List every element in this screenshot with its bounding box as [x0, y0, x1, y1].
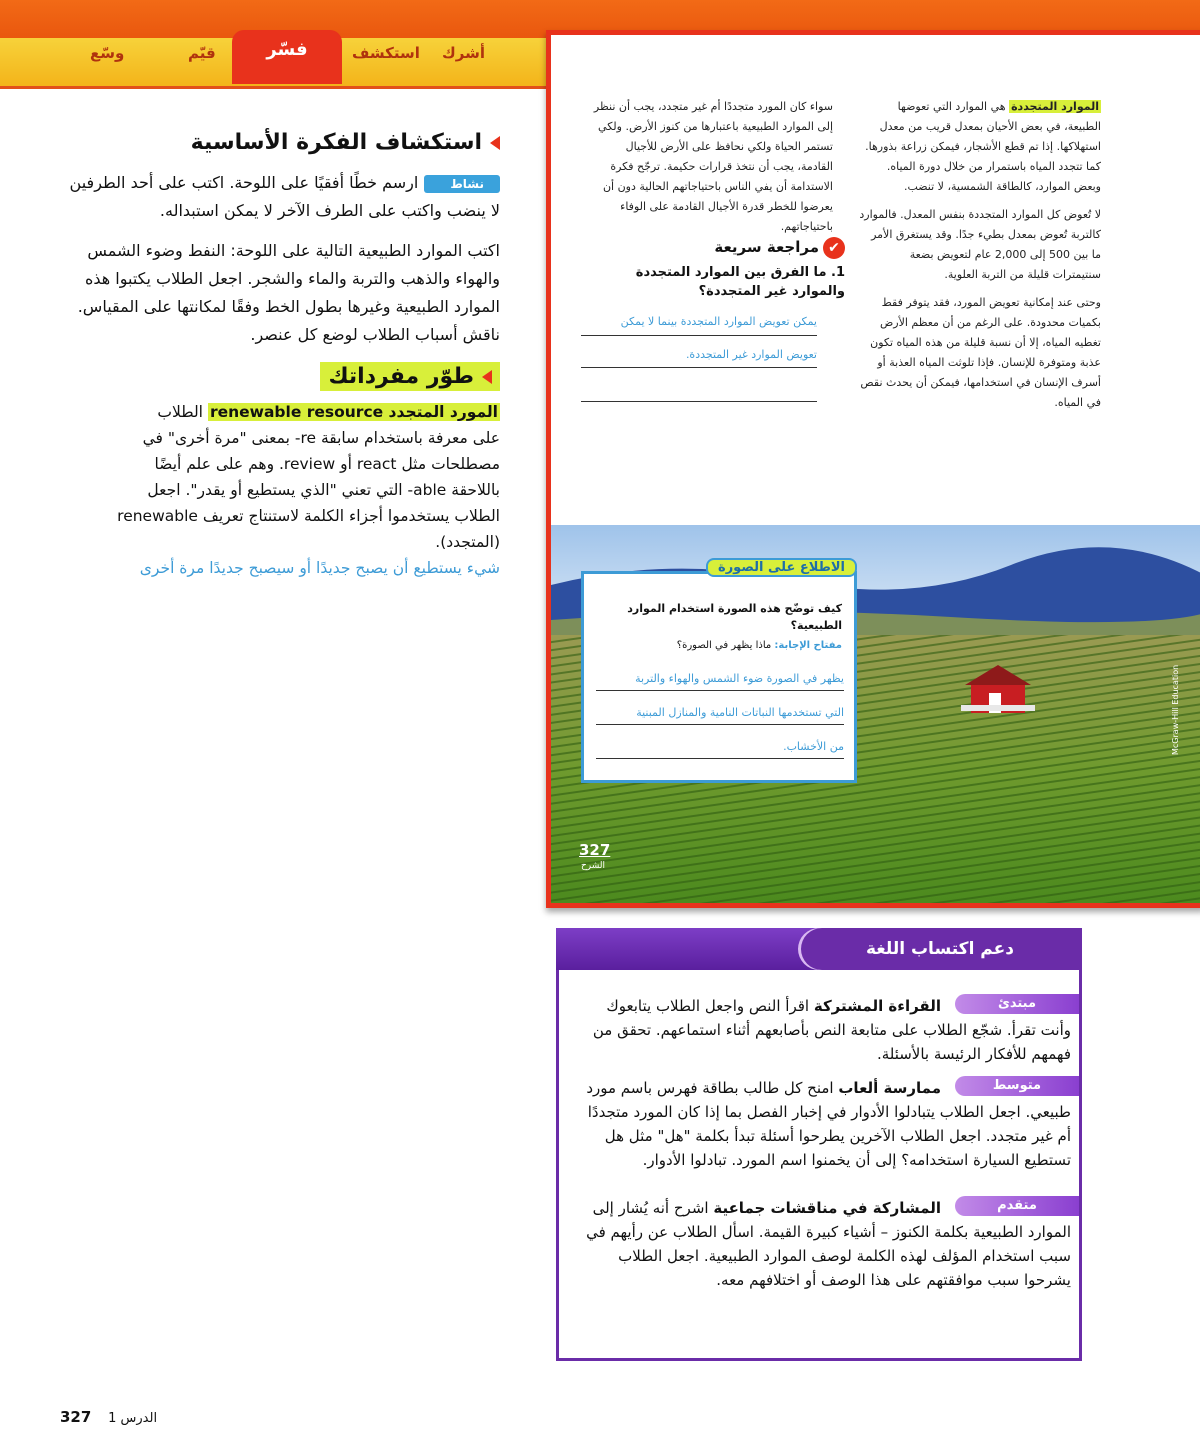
review-answer-1: يمكن تعويض الموارد المتجددة بينما لا يمكن	[620, 315, 817, 328]
picture-answer-3: من الأخشاب.	[783, 740, 844, 753]
intermediate-paragraph: ممارسة ألعاب امنح كل طالب بطاقة فهرس باسم مورد طبيعي. اجعل الطلاب يتبادلوا الأدوار في إخبار الفصل بما إذا كان المورد متجددًا أم غير متجدد. اجعل الطلاب الآخرين يطرحوا أسئلة تبدأ بكلمة "هل" مثل هل تستطيع السيارة استخدامه؟ إلى أن يخمنوا اسم المورد. تبادلوا الأدوار.	[586, 1079, 1071, 1169]
photo-credit: McGraw-Hill Education	[1171, 664, 1180, 755]
review-heading: ✔مراجعة سريعة	[581, 237, 845, 259]
review-answer-2: تعويض الموارد غير المتجددة.	[685, 348, 817, 361]
renewable-term: الموارد المتجددة	[1011, 100, 1099, 113]
vocab-answer: شيء يستطيع أن يصبح جديدًا أو سيصبح جديدًا مرة أخرى	[139, 559, 500, 577]
intermediate-badge: متوسط	[955, 1076, 1079, 1096]
triangle-icon	[490, 136, 500, 150]
tab-share[interactable]: أشرك	[442, 44, 485, 62]
picture-answer-1: يظهر في الصورة ضوء الشمس والهواء والتربة	[635, 672, 844, 685]
page-footer	[60, 1408, 157, 1426]
vocab-section	[60, 362, 500, 581]
sustainability-paragraph: سواء كان المورد متجددًا أم غير متجدد، يجب أن ننظر إلى الموارد الطبيعية باعتبارها من كنوز الأرض. ولكي تستمر الحياة ولكي نحافظ على الأرض للأجيال القادمة، يجب أن نتخذ قرارات حكيمة. ترجّح فكرة الاستدامة أن يفي الناس باحتياجاتهم الحالية دون أن يعرضوا للخطر قدرة الأجيال القادمة على الوفاء باحتياجاتهم.	[593, 100, 833, 233]
answer-line	[596, 724, 844, 725]
picture-question: كيف توضّح هذه الصورة استخدام الموارد الطبيعية؟	[627, 602, 842, 632]
tab-explore[interactable]: استكشف	[352, 44, 420, 62]
checkmark-icon: ✔	[823, 237, 845, 259]
answer-line	[581, 401, 817, 402]
resources-paragraph: اكتب الموارد الطبيعية التالية على اللوحة: النفط وضوء الشمس والهواء والذهب والتربة والماء والشجر. اجعل الطلاب يكتبوا هذه الموارد الطبيعية وغيرها بطول الخط وفقًا لمكانتها على المقياس. ناقش أسباب الطلاب لوضع كل عنصر.	[77, 241, 500, 344]
answer-key: مفتاح الإجابة: ماذا يظهر في الصورة؟	[676, 640, 842, 651]
quick-review	[581, 237, 845, 301]
footer-lesson: الدرس 1	[108, 1411, 158, 1426]
activity-badge: نشاط	[424, 175, 500, 193]
picture-box	[581, 560, 857, 783]
explore-section	[60, 130, 500, 349]
picture-heading: الاطلاع على الصورة	[706, 558, 857, 577]
beginner-badge: مبتدئ	[955, 994, 1079, 1014]
footer-page-number: 327	[60, 1408, 92, 1426]
student-page-label: الشرح	[581, 861, 606, 871]
vocab-paragraph: المورد المتجدد renewable resource الطلاب على معرفة باستخدام سابقة re- بمعنى "مرة أخرى" في مصطلحات مثل react أو review. وهم على علم أيضًا باللاحقة able- التي تعني "الذي يستطيع أو يقدر". اجعل الطلاب يستخدموا أجزاء الكلمة لاستنتاج تعريف renewable (المتجدد). شيء يستطيع أن يصبح جديدًا أو سيصبح جديدًا مرة أخرى	[60, 399, 500, 581]
answer-line	[581, 335, 817, 336]
language-support-box	[556, 928, 1082, 1361]
advanced-badge: متقدم	[955, 1196, 1079, 1216]
vineyard-photo	[551, 525, 1200, 903]
tab-expand[interactable]: وسّع	[90, 44, 125, 62]
answer-line	[596, 758, 844, 759]
answer-line	[596, 690, 844, 691]
review-question: 1. ما الفرق بين الموارد المتجددة والموارد غير المتجددة؟	[635, 265, 845, 299]
student-page-number: 327	[579, 841, 611, 859]
tab-row	[0, 38, 546, 89]
triangle-icon	[482, 370, 492, 384]
advanced-paragraph: المشاركة في مناقشات جماعية اشرح أنه يُشار إلى الموارد الطبيعية بكلمة الكنوز – أشياء كبيرة القيمة. اسأل الطلاب عن رأيهم في سبب استخدام المؤلف لهذه الكلمة لوصف الموارد الطبيعية. اجعل الطلاب يشرحوا سبب موافقتهم على هذا الوصف أو اختلافهم معه.	[586, 1199, 1071, 1289]
beginner-paragraph: القراءة المشتركة اقرأ النص واجعل الطلاب يتابعوك وأنت تقرأ. شجّع الطلاب على متابعة النص بأصابعهم أثناء استماعهم. تحقق من فهمهم للأفكار الرئيسة بالأسئلة.	[592, 997, 1071, 1063]
language-heading: دعم اكتساب اللغة	[801, 928, 1079, 970]
picture-answer-2: التي تستخدمها النباتات النامية والمنازل المبنية	[636, 706, 844, 719]
explore-heading: استكشاف الفكرة الأساسية	[60, 130, 500, 155]
tab-evaluate[interactable]: قيّم	[188, 44, 216, 62]
vocab-heading: طوّر مفرداتك	[320, 362, 500, 391]
student-page	[546, 30, 1200, 908]
answer-line	[581, 367, 817, 368]
renewable-text-column: الموارد المتجددة هي الموارد التي تعوضها الطبيعة، في بعض الأحيان بمعدل قريب من معدل استهلاكها. إذا تم قطع الأشجار، فيمكن زراعة بذورها. كما تتجدد المياه باستمرار من خلال دورة المياه. وبعض الموارد، كالطاقة الشمسية، لا تنضب. لا تُعوض كل الموارد المتجددة بنفس المعدل. فالموارد كالتربة تُعوض بمعدل بطيء جدًا. وقد يستغرق الأمر ما بين 500 إلى 2,000 عام لتعويض بضعة سنتيمترات قليلة من التربة العلوية. وحتى عند إمكانية تعويض المورد، فقد يتوفر فقط بكميات محدودة. على الرغم من أن معظم الأرض تغطيه المياه، إلا أن نسبة قليلة من هذه المياه تكون عذبة ومتوفرة للإنسان. فإذا تلوثت المياه العذبة أو أسرف الإنسان في استخدامها، فيمكن أن يحدث نقص في المياه.	[859, 100, 1101, 409]
tab-explain[interactable]: فسّر	[232, 30, 342, 84]
vocab-term: المورد المتجدد renewable resource	[209, 403, 498, 421]
activity-paragraph: نشاطارسم خطًا أفقيًا على اللوحة. اكتب على أحد الطرفين لا ينضب واكتب على الطرف الآخر لا يمكن استبداله.	[69, 173, 500, 220]
